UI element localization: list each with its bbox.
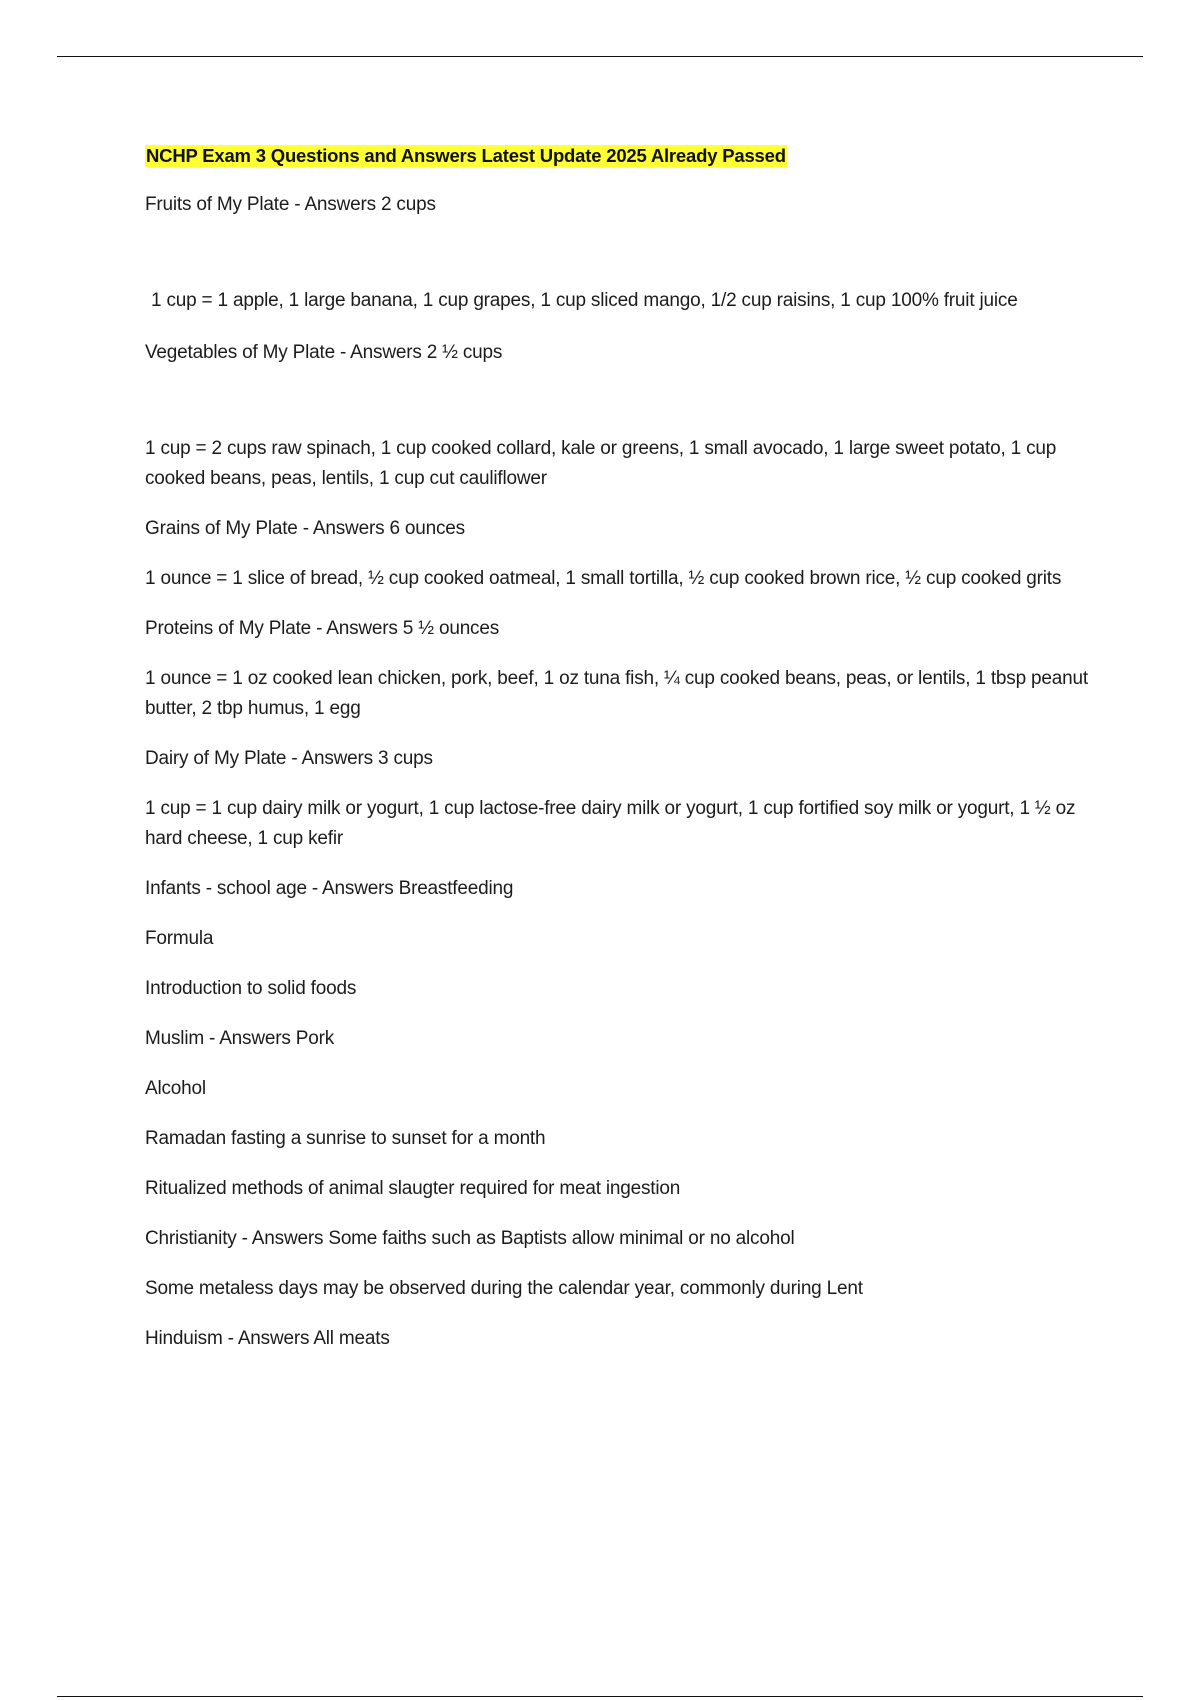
paragraph-grains-detail: 1 ounce = 1 slice of bread, ½ cup cooked oatmeal, 1 small tortilla, ½ cup cooked brown rice, ½ cup cooked grits xyxy=(145,568,1062,589)
paragraph-hinduism-answer: Hinduism - Answers All meats xyxy=(145,1328,390,1349)
paragraph-christianity-answer: Christianity - Answers Some faiths such as Baptists allow minimal or no alcohol xyxy=(145,1228,795,1249)
paragraph-solid-foods: Introduction to solid foods xyxy=(145,978,357,999)
document-body xyxy=(145,145,1095,1354)
paragraph-proteins-answer: Proteins of My Plate - Answers 5 ½ ounces xyxy=(145,618,500,639)
bottom-rule xyxy=(57,1696,1143,1697)
document-title: NCHP Exam 3 Questions and Answers Latest Update 2025 Already Passed xyxy=(146,145,786,166)
paragraph-grains-answer: Grains of My Plate - Answers 6 ounces xyxy=(145,518,465,539)
paragraph-ramadan: Ramadan fasting a sunrise to sunset for a month xyxy=(145,1128,546,1149)
paragraph-dairy-detail: 1 cup = 1 cup dairy milk or yogurt, 1 cup lactose-free dairy milk or yogurt, 1 cup fortified soy milk or yogurt, 1 ½ oz hard cheese, 1 cup kefir xyxy=(145,798,1076,849)
paragraph-dairy-answer: Dairy of My Plate - Answers 3 cups xyxy=(145,748,433,769)
paragraph-infants-answer: Infants - school age - Answers Breastfeeding xyxy=(145,878,514,899)
paragraph-slaughter: Ritualized methods of animal slaugter required for meat ingestion xyxy=(145,1178,681,1199)
paragraph-fruits-answer: Fruits of My Plate - Answers 2 cups xyxy=(145,194,436,215)
paragraph-alcohol: Alcohol xyxy=(145,1078,206,1099)
paragraph-vegetables-detail: 1 cup = 2 cups raw spinach, 1 cup cooked collard, kale or greens, 1 small avocado, 1 large sweet potato, 1 cup cooked beans, peas, lentils, 1 cup cut cauliflower xyxy=(145,438,1057,489)
top-rule xyxy=(57,56,1143,57)
paragraph-formula: Formula xyxy=(145,928,214,949)
paragraph-muslim-answer: Muslim - Answers Pork xyxy=(145,1028,335,1049)
paragraph-lent: Some metaless days may be observed during the calendar year, commonly during Lent xyxy=(145,1278,863,1299)
paragraph-proteins-detail: 1 ounce = 1 oz cooked lean chicken, pork, beef, 1 oz tuna fish, ¼ cup cooked beans, peas, or lentils, 1 tbsp peanut butter, 2 tbp humus, 1 egg xyxy=(145,668,1088,719)
paragraph-fruits-detail: 1 cup = 1 apple, 1 large banana, 1 cup grapes, 1 cup sliced mango, 1/2 cup raisins, 1 cup 100% fruit juice xyxy=(151,290,1018,311)
paragraph-vegetables-answer: Vegetables of My Plate - Answers 2 ½ cups xyxy=(145,342,503,363)
